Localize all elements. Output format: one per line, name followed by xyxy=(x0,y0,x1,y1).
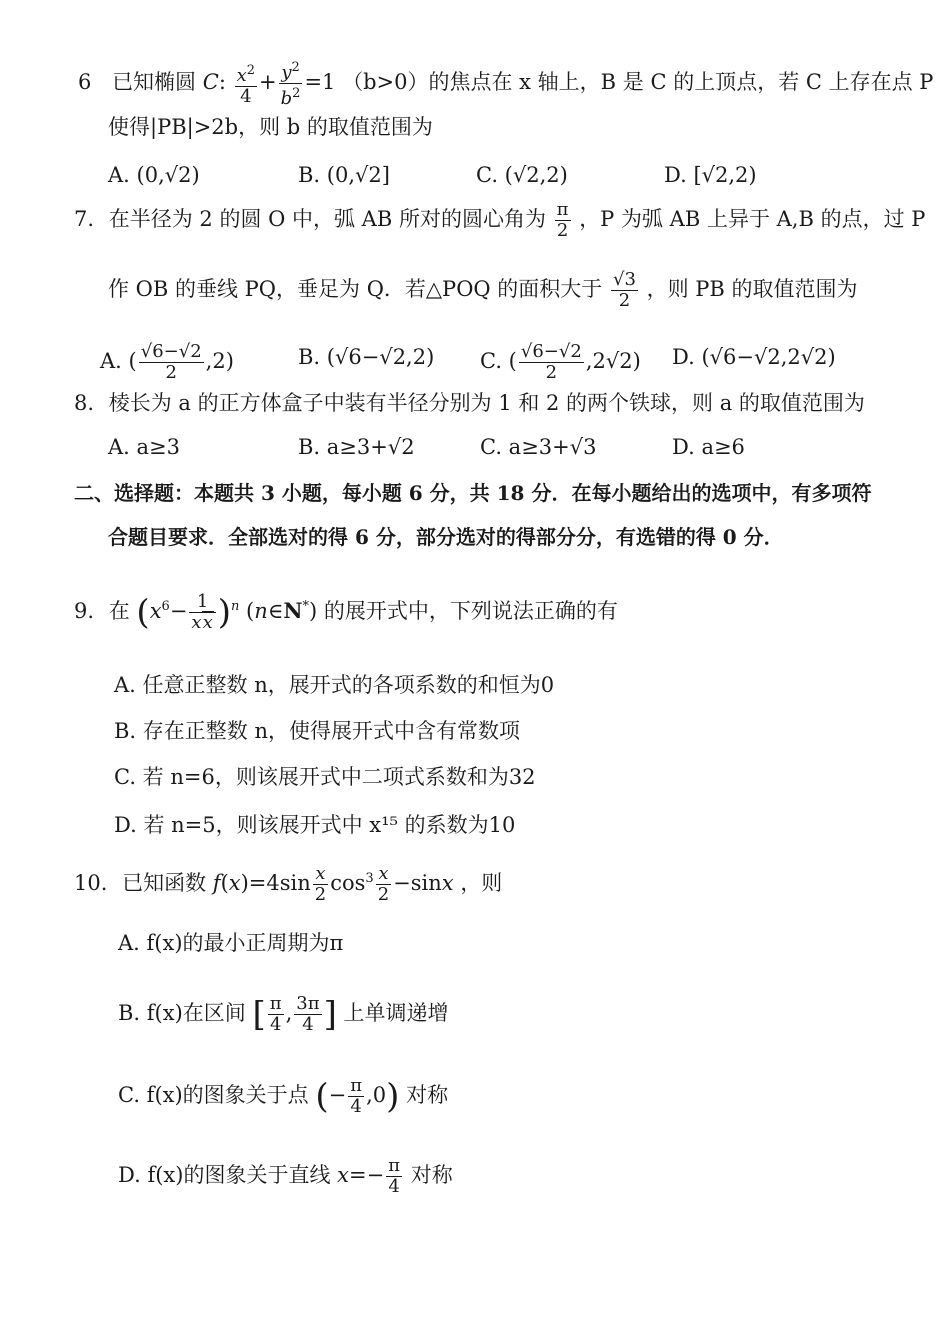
option-label: A. xyxy=(100,349,122,373)
option-text: 对称 xyxy=(406,1083,449,1107)
question-text: 作 OB 的垂线 PQ，垂足为 Q．若△POQ 的面积大于 xyxy=(108,277,603,301)
question-7-line-2 xyxy=(108,270,858,311)
option-d: D. a≥6 xyxy=(672,435,745,459)
question-text: 已知函数 xyxy=(122,871,207,895)
option-text: 上单调递增 xyxy=(343,1001,449,1025)
question-6-line-2: 使得|PB|>2b，则 b 的取值范围为 xyxy=(108,115,433,139)
option-c: C. ( $\frac{√6-√2}{2}$ ,2√2) xyxy=(480,341,641,383)
question-text: ，则 xyxy=(460,871,503,895)
question-number: 6 xyxy=(78,70,92,94)
option-label: C. xyxy=(480,349,502,373)
fraction: $\frac{3\pi}{4}$ xyxy=(296,993,320,1035)
question-text: 的展开式中，下列说法正确的有 xyxy=(323,599,618,623)
fraction: $\frac{\pi}{4}$ xyxy=(269,993,282,1035)
option-d: D. f(x)的图象关于直线 x=− $\frac{\pi}{4}$ 对称 xyxy=(118,1155,453,1197)
option-label: B. f(x)在区间 xyxy=(118,1001,246,1025)
fraction: $\frac{1}{xx}$ xyxy=(189,592,215,633)
option-c: C. (√2,2) xyxy=(476,163,568,187)
option-text: 对称 xyxy=(410,1163,453,1187)
option-label: D. f(x)的图象关于直线 xyxy=(118,1163,331,1187)
question-number: 10. xyxy=(74,871,108,895)
question-text: ，P 为弧 AB 上异于 A,B 的点，过 P xyxy=(579,207,926,231)
option-d: D. [√2,2) xyxy=(664,163,757,187)
option-a: A. (0,√2) xyxy=(108,163,200,187)
fraction: $\frac{x}{2}$ xyxy=(314,863,327,905)
option-c: C. f(x)的图象关于点 (− $\frac{\pi}{4}$ ,0) 对称 xyxy=(118,1075,449,1117)
question-number: 7. xyxy=(74,207,95,231)
option-c: C. 若 n=6，则该展开式中二项式系数和为32 xyxy=(114,765,536,789)
section-heading-line-2: 合题目要求．全部选对的得 6 分，部分选对的得部分分，有选错的得 0 分． xyxy=(108,525,784,549)
question-text: 在 xyxy=(108,599,130,623)
fraction: $\frac{√3}{2}$ xyxy=(613,269,636,311)
option-b: B. f(x)在区间 [ $\frac{\pi}{4}$ , $\frac{3\pi}{4}$ ] 上单调递增 xyxy=(118,993,449,1035)
question-8-line-1 xyxy=(74,388,865,418)
question-text: 棱长为 a 的正方体盒子中装有半径分别为 1 和 2 的两个铁球，则 a 的取值范围为 xyxy=(108,391,865,415)
fraction: $\frac{\pi}{2}$ xyxy=(556,199,569,241)
option-c: C. a≥3+√3 xyxy=(480,435,597,459)
option-a: A. 任意正整数 n，展开式的各项系数的和恒为0 xyxy=(114,673,555,697)
option-a: A. ( $\frac{√6-√2}{2}$ ,2) xyxy=(100,341,234,383)
question-6-line-1: 6 已知椭圆 C: $\frac{x^2}{4}$ + $\frac{y^2}{b^2}$ =1 （b>0）的焦点在 x 轴上，B 是 C 的上顶点，若 C 上存在点 P xyxy=(78,60,934,109)
question-text: ，则 PB 的取值范围为 xyxy=(646,277,858,301)
option-label: C. f(x)的图象关于点 xyxy=(118,1083,309,1107)
question-10-line-1: 10. 已知函数 f(x)=4sin $\frac{x}{2}$ $\cos^3$ $\frac{x}{2}$ −sinx ，则 xyxy=(74,863,503,905)
question-text: （b>0）的焦点在 x 轴上，B 是 C 的上顶点，若 C 上存在点 P xyxy=(342,70,934,94)
option-b: B. (0,√2] xyxy=(298,163,390,187)
question-text: 已知椭圆 xyxy=(112,70,197,94)
option-b: B. 存在正整数 n，使得展开式中含有常数项 xyxy=(114,719,520,743)
option-b: B. a≥3+√2 xyxy=(298,435,415,459)
section-heading: 二、选择题：本题共 3 小题，每小题 6 分，共 18 分．在每小题给出的选项中，有多项符 xyxy=(74,481,872,505)
question-number: 9. xyxy=(74,599,95,623)
fraction: $\frac{x}{2}$ xyxy=(377,863,390,905)
question-number: 8. xyxy=(74,391,95,415)
fraction: $\frac{x^2}{4}$ xyxy=(236,62,256,107)
fraction: $\frac{\pi}{4}$ xyxy=(350,1075,363,1117)
question-text: 在半径为 2 的圆 O 中，弧 AB 所对的圆心角为 xyxy=(108,207,546,231)
fraction: $\frac{√6-√2}{2}$ xyxy=(140,341,202,383)
option-d: D. 若 n=5，则该展开式中 x¹⁵ 的系数为10 xyxy=(114,813,516,837)
option-d: D. (√6−√2,2√2) xyxy=(672,345,836,369)
question-9-line-1: 9. 在 ($x^6-$ $\frac{1}{xx}$ )$^n$ (n∈N*) 的展开式中，下列说法正确的有 xyxy=(74,591,618,633)
question-7-line-1 xyxy=(74,200,925,241)
option-a: A. a≥3 xyxy=(108,435,180,459)
fraction: $\frac{y^2}{b^2}$ xyxy=(280,60,301,109)
option-a: A. f(x)的最小正周期为π xyxy=(118,931,344,955)
option-b: B. (√6−√2,2) xyxy=(298,345,435,369)
fraction: $\frac{\pi}{4}$ xyxy=(388,1155,401,1197)
fraction: $\frac{√6-√2}{2}$ xyxy=(520,341,582,383)
